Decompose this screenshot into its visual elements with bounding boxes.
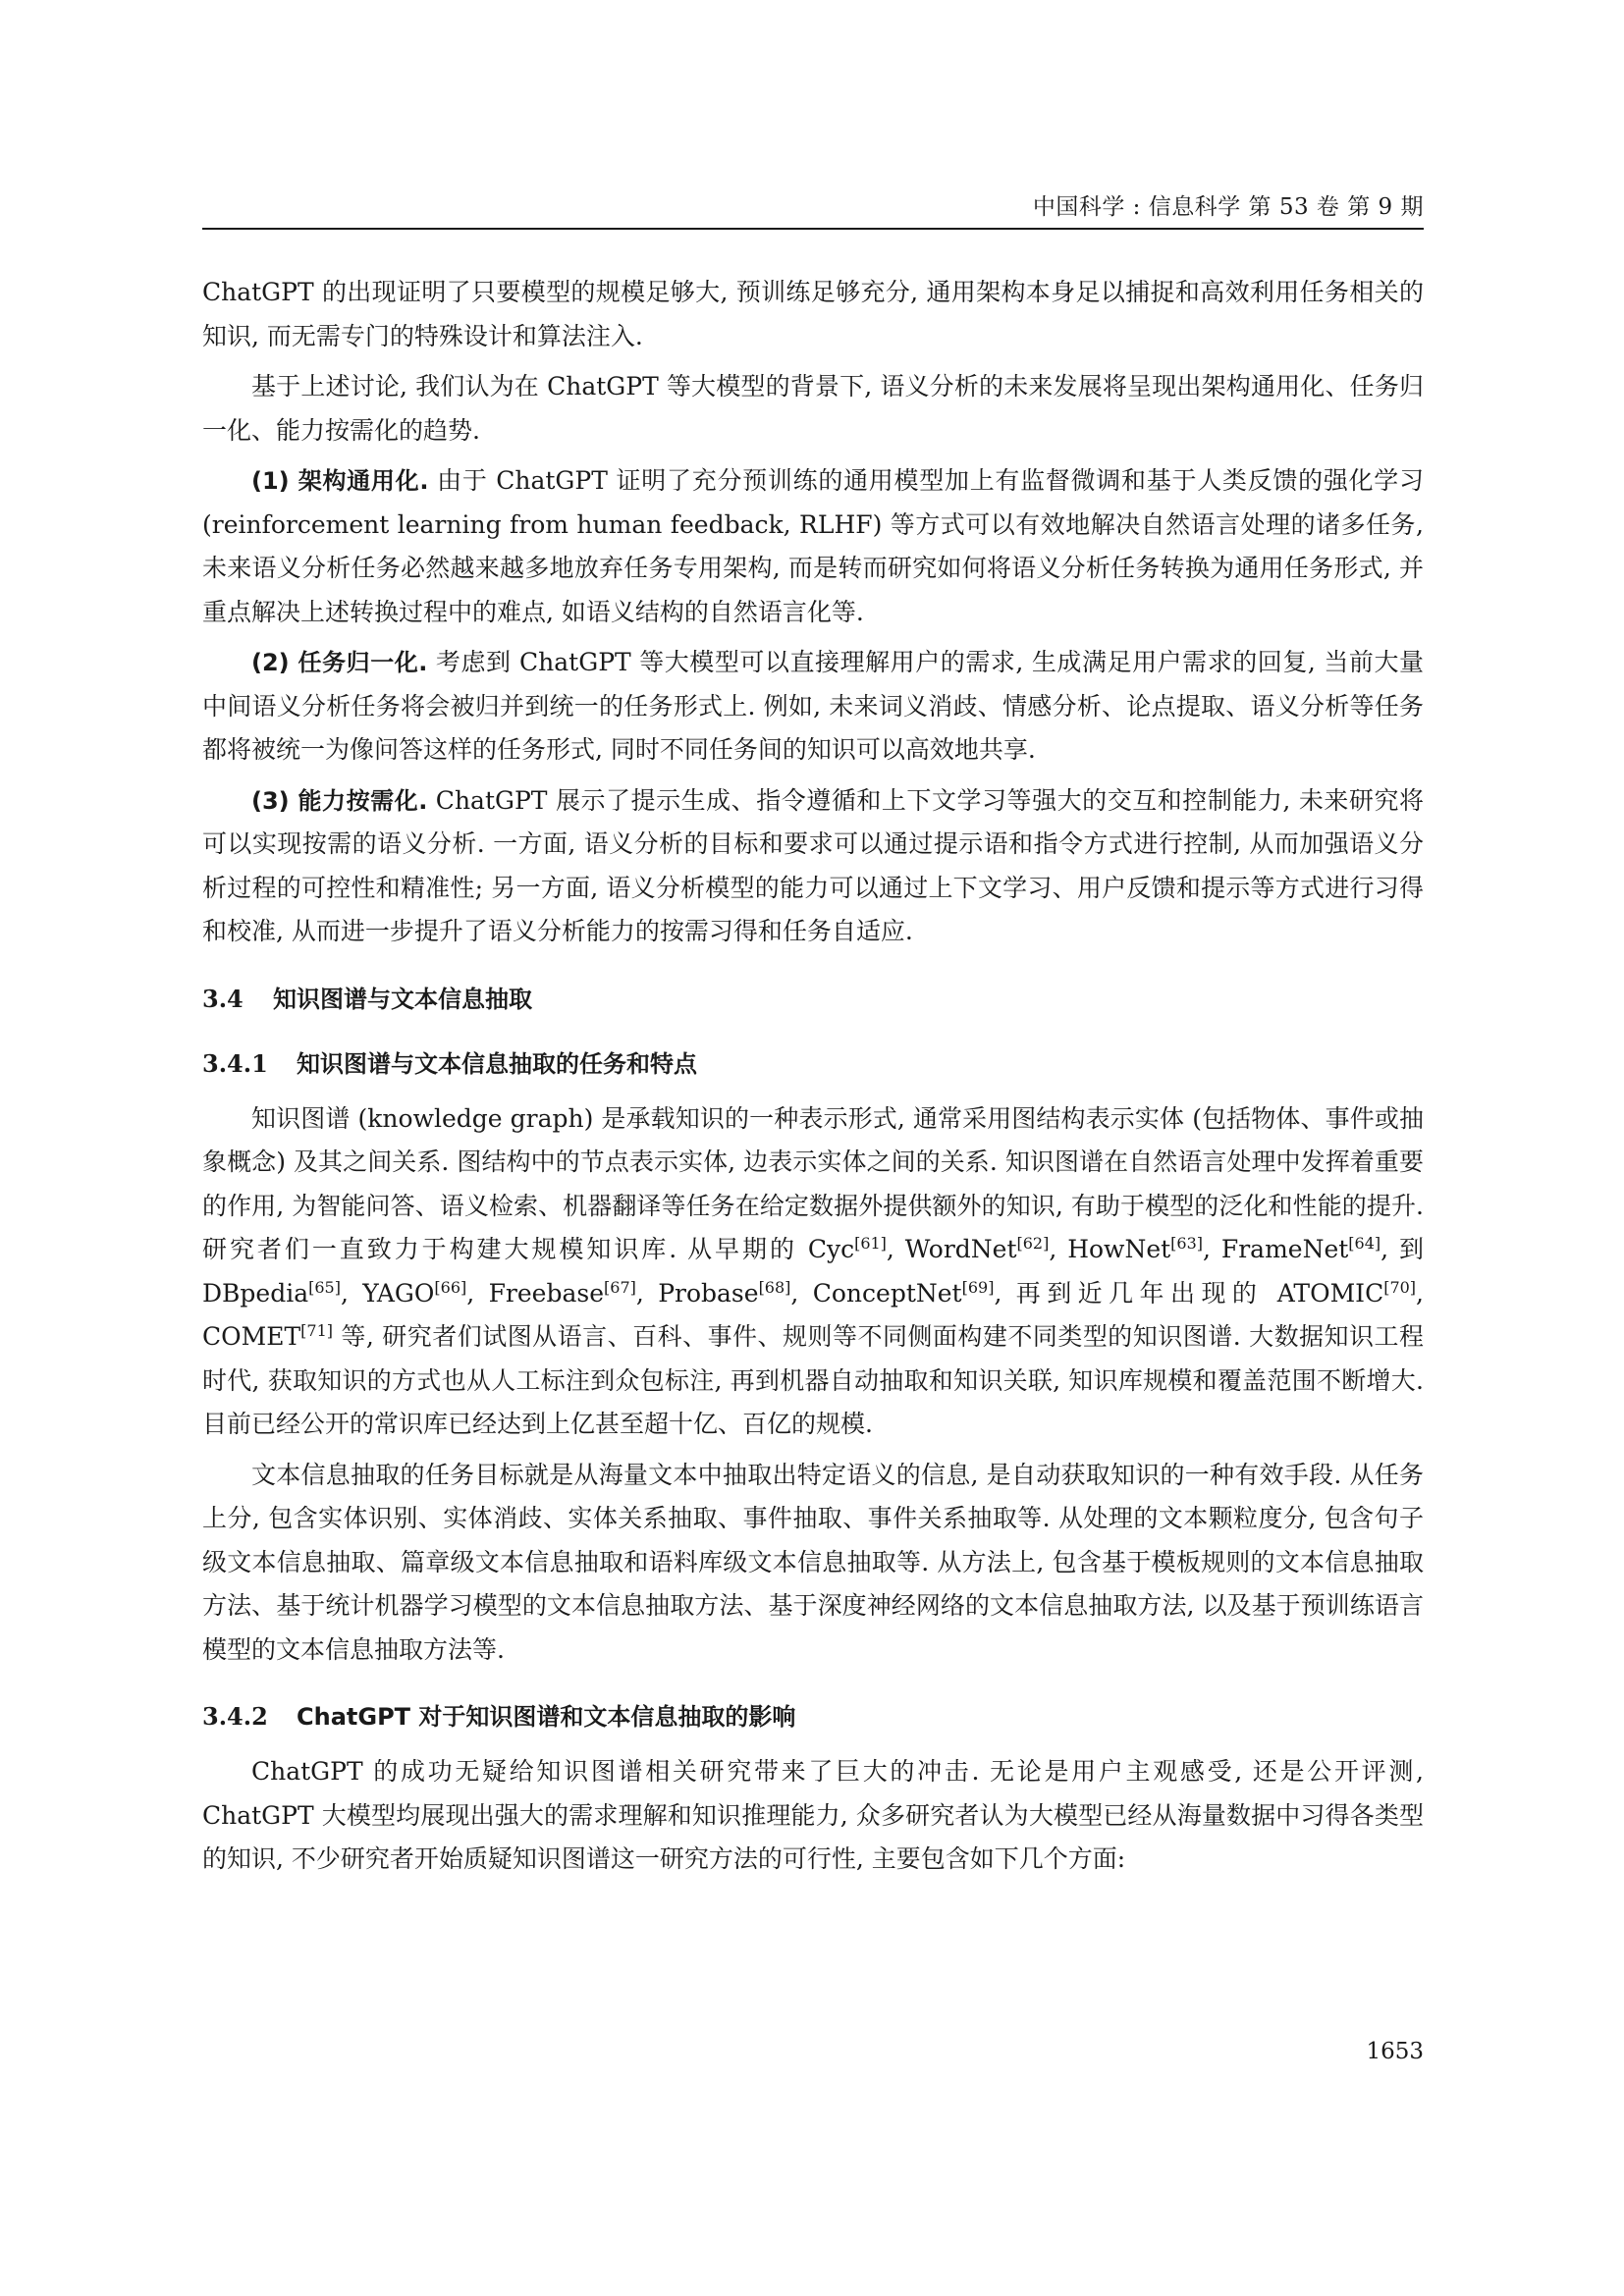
citation-62[interactable]: [62] — [1016, 1234, 1050, 1253]
section-heading-3-4 — [202, 980, 1424, 1019]
trend-1-text: 由于 ChatGPT 证明了充分预训练的通用模型加上有监督微调和基于人类反馈的强化学习 (reinforcement learning from human feedback, RLHF) 等方式可以有效地解决自然语言处理的诸多任务, 未来语义分析任务必然越来越多地放弃任务专用架构, 而是转而研究如何将语义分析任务转换为通用任务形式, 并重点解决上述转换过程中的难点, 如语义结构的自然语言化等. — [202, 466, 1424, 626]
header-rule — [202, 228, 1424, 230]
subsection-title: 知识图谱与文本信息抽取的任务和特点 — [297, 1049, 697, 1078]
citation-68[interactable]: [68] — [758, 1277, 791, 1297]
paragraph-trend-2 — [202, 641, 1424, 773]
paragraph-trend-1 — [202, 459, 1424, 634]
paragraph-trends-intro: 基于上述讨论, 我们认为在 ChatGPT 等大模型的背景下, 语义分析的未来发展将呈现出架构通用化、任务归一化、能力按需化的趋势. — [202, 372, 1424, 445]
trend-3-lead: (3) 能力按需化. — [251, 786, 428, 815]
paragraph-information-extraction: 文本信息抽取的任务目标就是从海量文本中抽取出特定语义的信息, 是自动获取知识的一种有效手段. 从任务上分, 包含实体识别、实体消歧、实体关系抽取、事件抽取、事件关系抽取等. 从处理的文本颗粒度分, 包含句子级文本信息抽取、篇章级文本信息抽取和语料库级文本信息抽取等. 从方法上, 包含基于模板规则的文本信息抽取方法、基于统计机器学习模型的文本信息抽取方法、基于深度神经网络的文本信息抽取方法, 以及基于预训练语言模型的文本信息抽取方法等. — [202, 1460, 1424, 1664]
page-body — [202, 271, 1424, 1889]
citation-69[interactable]: [69] — [961, 1277, 995, 1297]
citation-71[interactable]: [71] — [300, 1321, 333, 1340]
paragraph-trend-3 — [202, 779, 1424, 954]
paragraph-chatgpt-impact: ChatGPT 的成功无疑给知识图谱相关研究带来了巨大的冲击. 无论是用户主观感受, 还是公开评测, ChatGPT 大模型均展现出强大的需求理解和知识推理能力, 众多研究者认为大模型已经从海量数据中习得各类型的知识, 不少研究者开始质疑知识图谱这一研究方法的可行性, 主要包含如下几个方面: — [202, 1757, 1424, 1873]
citation-65[interactable]: [65] — [308, 1277, 341, 1297]
paragraph-knowledge-graph: 知识图谱 (knowledge graph) 是承载知识的一种表示形式, 通常采用图结构表示实体 (包括物体、事件或抽象概念) 及其之间关系. 图结构中的节点表示实体, 边表示实体之间的关系. 知识图谱在自然语言处理中发挥着重要的作用, 为智能问答、语义检索、机器翻译等任务在给定数据外提供额外的知识, 有助于模型的泛化和性能的提升. 研究者们一直致力于构建大规模知识库. 从早期的 Cyc[61], WordNet[62], HowNet[63], FrameNet[64], 到 DBpedia[65], YAGO[66], Freebase[67], Probase[68], ConceptNet[69], 再到近几年出现的 ATOMIC[70], COMET[71] 等, 研究者们试图从语言、百科、事件、规则等不同侧面构建不同类型的知识图谱. 大数据知识工程时代, 获取知识的方式也从人工标注到众包标注, 再到机器自动抽取和知识关联, 知识库规模和覆盖范围不断增大. 目前已经公开的常识库已经达到上亿甚至超十亿、百亿的规模. — [202, 1103, 1424, 1438]
paragraph-chatgpt-evidence: ChatGPT 的出现证明了只要模型的规模足够大, 预训练足够充分, 通用架构本身足以捕捉和高效利用任务相关的知识, 而无需专门的特殊设计和算法注入. — [202, 278, 1424, 350]
citation-64[interactable]: [64] — [1348, 1234, 1381, 1253]
trend-2-lead: (2) 任务归一化. — [251, 649, 428, 676]
subsection-heading-3-4-1 — [202, 1044, 1424, 1084]
citation-70[interactable]: [70] — [1383, 1277, 1417, 1297]
section-number: 3.4 — [202, 984, 244, 1013]
running-header: 中国科学 : 信息科学 第 53 卷 第 9 期 — [1032, 194, 1424, 220]
page-number: 1653 — [1366, 2039, 1424, 2064]
citation-66[interactable]: [66] — [434, 1277, 467, 1297]
trend-1-lead: (1) 架构通用化. — [251, 467, 429, 495]
trend-2-text: 考虑到 ChatGPT 等大模型可以直接理解用户的需求, 生成满足用户需求的回复, 当前大量中间语义分析任务将会被归并到统一的任务形式上. 例如, 未来词义消歧、情感分析、论点提取、语义分析等任务都将被统一为像问答这样的任务形式, 同时不同任务间的知识可以高效地共享. — [202, 648, 1424, 764]
citation-67[interactable]: [67] — [604, 1277, 636, 1297]
subsection-title: ChatGPT 对于知识图谱和文本信息抽取的影响 — [297, 1703, 796, 1731]
subsection-number: 3.4.2 — [202, 1702, 268, 1731]
subsection-heading-3-4-2 — [202, 1697, 1424, 1736]
trend-3-text: ChatGPT 展示了提示生成、指令遵循和上下文学习等强大的交互和控制能力, 未来研究将可以实现按需的语义分析. 一方面, 语义分析的目标和要求可以通过提示语和指令方式进行控制, 从而加强语义分析过程的可控性和精准性; 另一方面, 语义分析模型的能力可以通过上下文学习、用户反馈和提示等方式进行习得和校准, 从而进一步提升了语义分析能力的按需习得和任务自适应. — [202, 785, 1424, 945]
citation-63[interactable]: [63] — [1170, 1234, 1204, 1253]
subsection-number: 3.4.1 — [202, 1048, 268, 1078]
citation-61[interactable]: [61] — [854, 1234, 887, 1253]
section-title: 知识图谱与文本信息抽取 — [273, 985, 532, 1013]
